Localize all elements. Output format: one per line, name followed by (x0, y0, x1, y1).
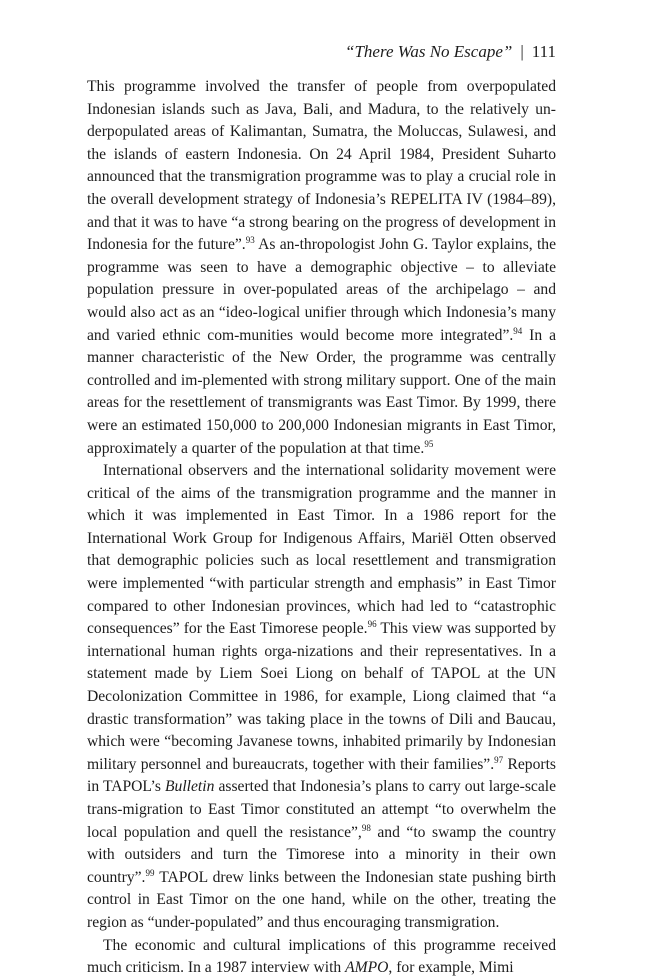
footnote-marker: 98 (361, 822, 371, 833)
text-run: and “to swamp the country with outsiders and turn the Timorese into a minority in their own country”. (87, 823, 556, 886)
running-head (345, 42, 556, 62)
page-number: 111 (531, 42, 556, 61)
text-run: , for example, Mimi (388, 959, 514, 977)
text-run: As an-thropologist John G. Taylor explains, the programme was seen to have a demographic objective – to alleviate population pressure in over-populated areas of the archipelago – and would also act as an “ideo-logical unifier through which Indonesia’s many and varied ethnic com-munities would become more integrated”. (87, 236, 556, 344)
text-run: This programme involved the transfer of people from overpopulated Indonesian islands such as Java, Bali, and Madura, to the relatively un-derpopulated areas of Kalimantan, Sumatra, the Moluccas, Sulawesi, and the islands of eastern Indonesia. On 24 April 1984, President Suharto announced that the transmigration programme was to play a crucial role in the overall development strategy of Indonesia’s REPELITA IV (1984–89), and that it was to have “a strong bearing on the progress of development in Indonesia for the future”. (87, 78, 556, 254)
text-run: TAPOL drew links between the Indonesian state pushing birth control in East Timor on the one hand, while on the other, treating the region as “under-populated” and thus encouraging transmigration. (87, 868, 556, 931)
footnote-marker: 96 (367, 619, 377, 630)
text-run: International observers and the international solidarity movement were critical of the aims of the transmigration programme and the manner in which it was implemented in East Timor. In a 1986 report for the International Work Group for Indigenous Affairs, Mariël Otten observed that demographic policies such as local resettlement and transmigration were implemented “with particular strength and emphasis” in East Timor compared to other Indonesian provinces, which had led to “catastrophic consequences” for the East Timorese people. (87, 462, 556, 638)
paragraph (87, 935, 556, 980)
footnote-marker: 95 (424, 438, 434, 449)
paragraph (87, 76, 556, 460)
text-run: Reports in TAPOL’s (87, 755, 556, 796)
separator: | (520, 42, 524, 61)
text-run: In a manner characteristic of the New Order, the programme was centrally controlled and im-plemented with strong military support. One of the main areas for the resettlement of transmigrants was East Timor. By 1999, there were an estimated 150,000 to 200,000 Indonesian migrants in East Timor, approximately a quarter of the population at that time. (87, 326, 556, 457)
footnote-marker: 97 (494, 754, 504, 765)
body-text (87, 76, 556, 980)
paragraph (87, 460, 556, 934)
footnote-marker: 94 (513, 325, 523, 336)
footnote-marker: 99 (145, 867, 155, 878)
chapter-title: “There Was No Escape” (345, 42, 513, 61)
text-run: asserted that Indonesia’s plans to carry out large-scale trans-migration to East Timor constituted an attempt “to overwhelm the local population and quell the resistance”, (87, 778, 556, 841)
text-run: The economic and cultural implications of this programme received much criticism. In a 1987 interview with (87, 936, 556, 977)
footnote-marker: 93 (245, 235, 255, 246)
italic-title: AMPO (345, 959, 389, 977)
text-run: This view was supported by international human rights orga-nizations and their representatives. In a statement made by Liem Soei Liong on behalf of TAPOL at the UN Decolonization Committee in 1986, for example, Liong claimed that “a drastic transformation” was taking place in the towns of Dili and Baucau, which were “becoming Javanese towns, inhabited primarily by Indonesian military personnel and bureaucrats, together with their families”. (87, 620, 556, 773)
italic-title: Bulletin (165, 778, 215, 796)
